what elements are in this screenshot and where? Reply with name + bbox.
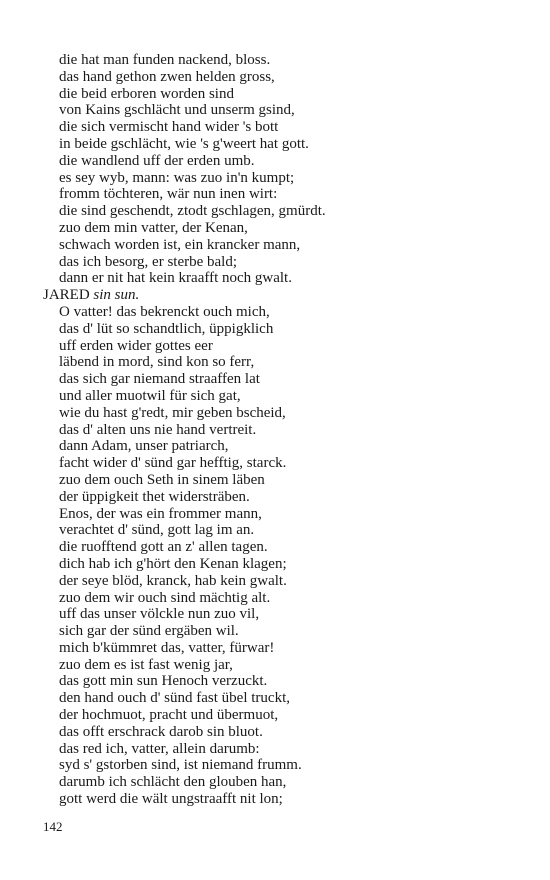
verse-line: die sind geschendt, ztodt gschlagen, gmürdt. [59, 203, 326, 220]
verse-line: dich hab ich g'hört den Kenan klagen; [59, 555, 287, 572]
verse-line: das red ich, vatter, allein darumb: [59, 740, 260, 757]
verse-line: es sey wyb, mann: was zuo in'n kumpt; [59, 169, 295, 186]
verse-line: in beide gschlächt, wie 's g'weert hat gott. [59, 135, 309, 152]
verse-line: syd s' gstorben sind, ist niemand frumm. [59, 757, 302, 774]
verse-line: zuo dem ouch Seth in sinem läben [59, 471, 265, 488]
verse-line: das d' alten uns nie hand vertreit. [59, 421, 257, 438]
verse-line: das sich gar niemand straaffen lat [59, 371, 260, 388]
verse-line: schwach worden ist, ein krancker mann, [59, 236, 301, 253]
verse-line: der seye blöd, kranck, hab kein gwalt. [59, 572, 287, 589]
verse-line: wie du hast g'redt, mir geben bscheid, [59, 404, 286, 421]
verse-line: die beid erboren worden sind [59, 85, 234, 102]
verse-line: darumb ich schlächt den glouben han, [59, 774, 287, 791]
verse-line: von Kains gschlächt und unserm gsind, [59, 102, 295, 119]
verse-line: das d' lüt so schandtlich, üppigklich [59, 320, 274, 337]
verse-line: uff das unser völckle nun zuo vil, [59, 606, 260, 623]
verse-line: sich gar der sünd ergäben wil. [59, 623, 239, 640]
verse-line: uff erden wider gottes eer [59, 337, 213, 354]
verse-text [43, 52, 523, 808]
verse-line: zuo dem es ist fast wenig jar, [59, 656, 233, 673]
verse-line: zuo dem min vatter, der Kenan, [59, 219, 248, 236]
verse-line: zuo dem wir ouch sind mächtig alt. [59, 589, 271, 606]
verse-line: fromm töchteren, wär nun inen wirt: [59, 186, 278, 203]
speaker-name: JARED [43, 287, 90, 304]
verse-line: dann Adam, unser patriarch, [59, 438, 229, 455]
verse-line: facht wider d' sünd gar hefftig, starck. [59, 455, 287, 472]
verse-line: das gott min sun Henoch verzuckt. [59, 673, 268, 690]
verse-line: verachtet d' sünd, gott lag im an. [59, 522, 255, 539]
verse-line: läbend in mord, sind kon so ferr, [59, 354, 255, 371]
verse-line: mich b'kümmret das, vatter, fürwar! [59, 639, 275, 656]
verse-line: die ruofftend gott an z' allen tagen. [59, 539, 268, 556]
verse-line: gott werd die wält ungstraafft nit lon; [59, 791, 283, 808]
speaker-heading [43, 287, 523, 304]
page-number: 142 [43, 819, 63, 834]
verse-line: Enos, der was ein frommer mann, [59, 505, 262, 522]
verse-line: der hochmuot, pracht und übermuot, [59, 707, 279, 724]
verse-line: und aller muotwil für sich gat, [59, 387, 241, 404]
verse-line: O vatter! das bekrenckt ouch mich, [59, 303, 270, 320]
verse-line: die sich vermischt hand wider 's bott [59, 119, 279, 136]
verse-line: der üppigkeit thet widersträben. [59, 488, 250, 505]
verse-line: dann er nit hat kein kraafft noch gwalt. [59, 270, 292, 287]
verse-line: die hat man funden nackend, bloss. [59, 52, 271, 68]
verse-line: die wandlend uff der erden umb. [59, 152, 255, 169]
speaker-role: sin sun. [93, 287, 140, 304]
verse-line: den hand ouch d' sünd fast übel truckt, [59, 690, 290, 707]
verse-line: das ich besorg, er sterbe bald; [59, 253, 238, 270]
verse-line: das hand gethon zwen helden gross, [59, 68, 275, 85]
verse-line: das offt erschrack darob sin bluot. [59, 723, 263, 740]
